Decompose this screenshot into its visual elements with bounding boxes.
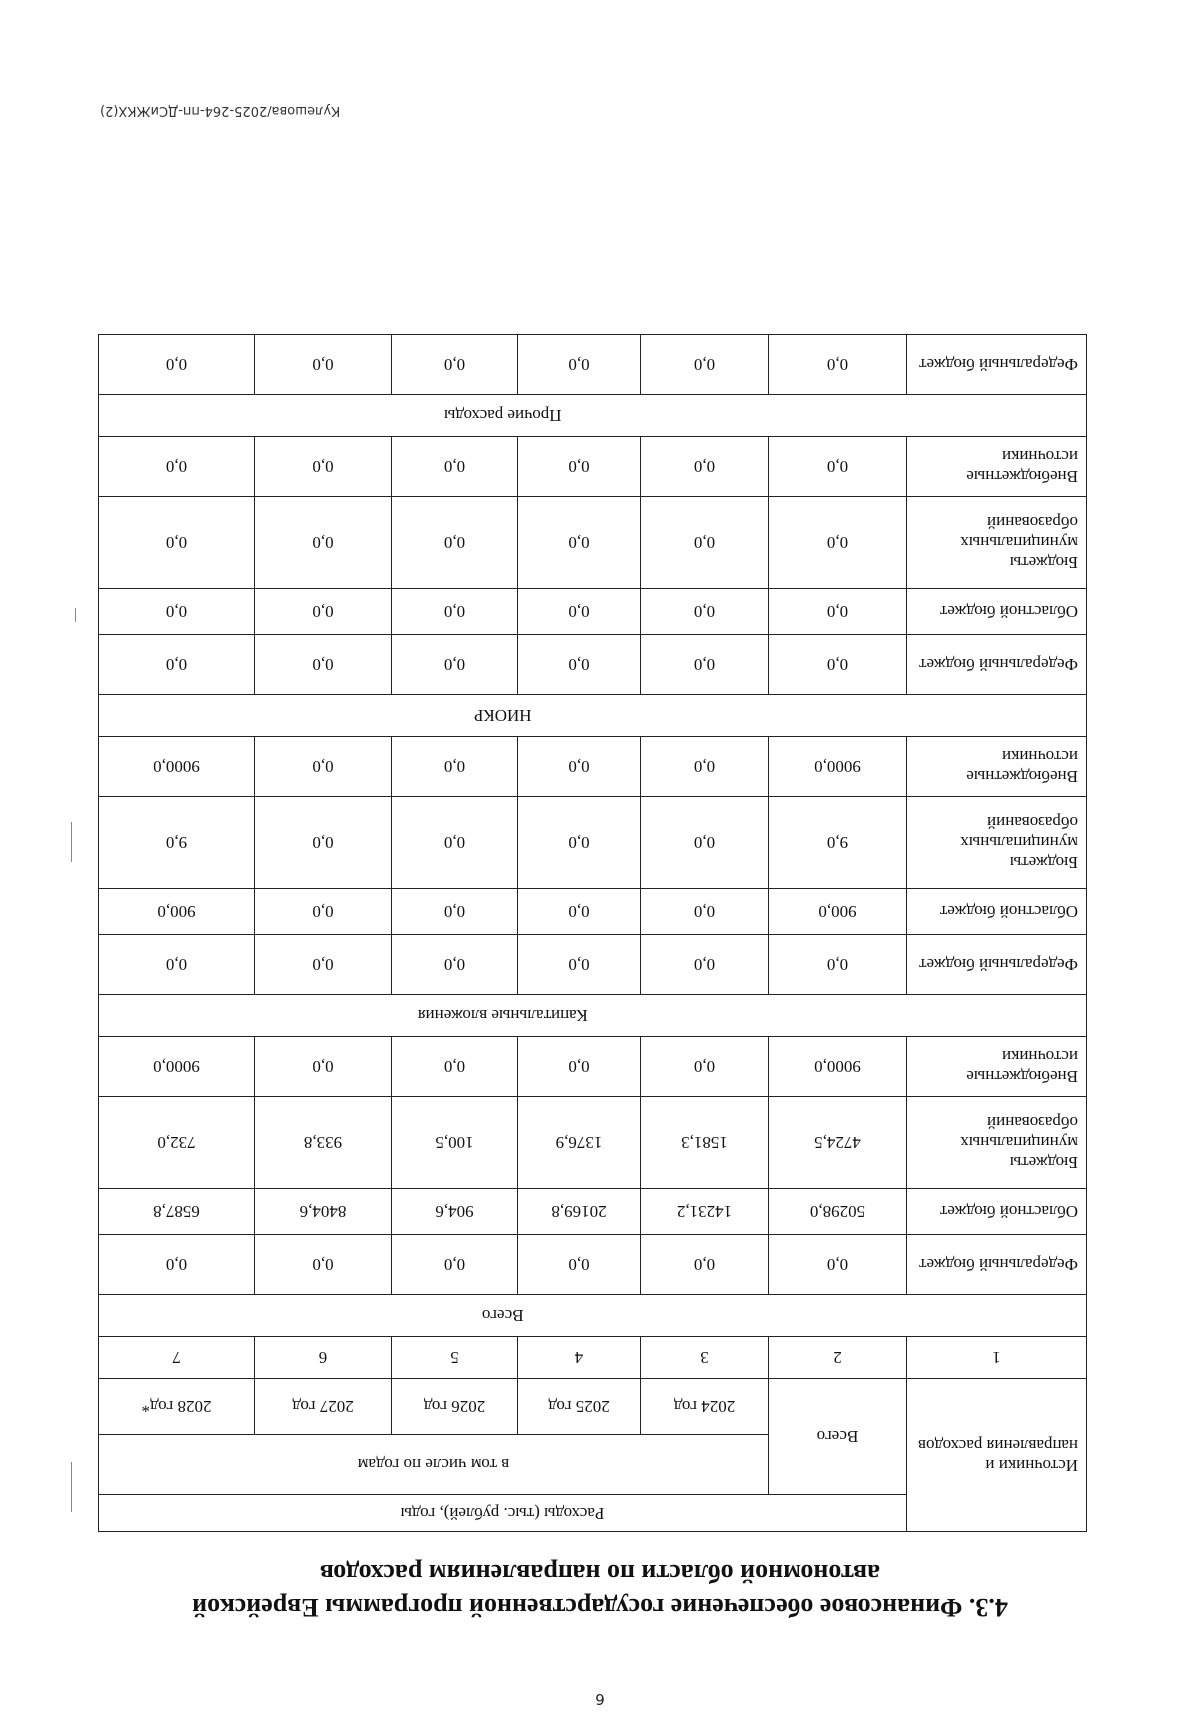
year-value-cell: 0,0 xyxy=(392,335,518,395)
section-title: НИОКР xyxy=(98,695,906,737)
year-value-cell: 0,0 xyxy=(392,497,518,589)
scan-artifact xyxy=(75,608,76,622)
row-label: Бюджеты муниципальных образований xyxy=(907,1097,1087,1189)
total-value-cell: 9000,0 xyxy=(769,737,907,797)
year-value-cell: 0,0 xyxy=(255,797,392,889)
year-value-cell: 0,0 xyxy=(255,935,392,995)
header-year: 2028 год* xyxy=(98,1379,254,1435)
year-value-cell: 6587,8 xyxy=(98,1189,254,1235)
table-row xyxy=(98,1235,1086,1295)
row-label: Бюджеты муниципальных образований xyxy=(907,497,1087,589)
year-value-cell: 0,0 xyxy=(392,889,518,935)
section-title: Всего xyxy=(98,1295,906,1337)
total-value-cell: 0,0 xyxy=(769,935,907,995)
year-value-cell: 0,0 xyxy=(641,935,769,995)
header-year: 2026 год xyxy=(392,1379,518,1435)
table-row xyxy=(98,1037,1086,1097)
year-value-cell: 0,0 xyxy=(518,889,641,935)
page-number: 6 xyxy=(595,1690,605,1708)
table-row xyxy=(98,437,1086,497)
year-value-cell: 0,0 xyxy=(641,797,769,889)
year-value-cell: 0,0 xyxy=(98,1235,254,1295)
year-value-cell: 0,0 xyxy=(518,797,641,889)
total-value-cell: 0,0 xyxy=(769,1235,907,1295)
year-value-cell: 0,0 xyxy=(255,1235,392,1295)
row-label: Федеральный бюджет xyxy=(907,635,1087,695)
row-label: Федеральный бюджет xyxy=(907,335,1087,395)
year-value-cell: 0,0 xyxy=(98,589,254,635)
year-value-cell: 0,0 xyxy=(98,635,254,695)
row-label: Федеральный бюджет xyxy=(907,935,1087,995)
year-value-cell: 0,0 xyxy=(98,935,254,995)
total-value-cell: 0,0 xyxy=(769,589,907,635)
table-row xyxy=(98,797,1086,889)
year-value-cell: 0,0 xyxy=(641,889,769,935)
header-expenses: Расходы (тыс. рублей), годы xyxy=(98,1495,906,1532)
year-value-cell: 0,0 xyxy=(641,737,769,797)
year-value-cell: 1376,9 xyxy=(518,1097,641,1189)
year-value-cell: 0,0 xyxy=(392,589,518,635)
year-value-cell: 0,0 xyxy=(255,437,392,497)
table-row xyxy=(98,1189,1086,1235)
section-label-spacer xyxy=(907,695,1087,737)
year-value-cell: 14231,2 xyxy=(641,1189,769,1235)
year-value-cell: 8404,6 xyxy=(255,1189,392,1235)
year-value-cell: 0,0 xyxy=(392,737,518,797)
year-value-cell: 0,0 xyxy=(518,1235,641,1295)
year-value-cell: 933,8 xyxy=(255,1097,392,1189)
row-label: Внебюджетные источники xyxy=(907,1037,1087,1097)
year-value-cell: 0,0 xyxy=(392,437,518,497)
year-value-cell: 0,0 xyxy=(255,497,392,589)
year-value-cell: 0,0 xyxy=(518,1037,641,1097)
section-title: Прочие расходы xyxy=(98,395,906,437)
year-value-cell: 0,0 xyxy=(255,335,392,395)
year-value-cell: 20169,8 xyxy=(518,1189,641,1235)
column-number: 7 xyxy=(98,1337,254,1379)
year-value-cell: 0,0 xyxy=(518,935,641,995)
column-number: 2 xyxy=(769,1337,907,1379)
total-value-cell: 9,0 xyxy=(769,797,907,889)
year-value-cell: 9000,0 xyxy=(98,1037,254,1097)
year-value-cell: 0,0 xyxy=(255,635,392,695)
year-value-cell: 0,0 xyxy=(641,497,769,589)
table-row xyxy=(98,335,1086,395)
year-value-cell: 0,0 xyxy=(255,589,392,635)
year-value-cell: 1581,3 xyxy=(641,1097,769,1189)
year-value-cell: 0,0 xyxy=(518,589,641,635)
year-value-cell: 0,0 xyxy=(518,737,641,797)
year-value-cell: 0,0 xyxy=(392,1235,518,1295)
column-number: 4 xyxy=(518,1337,641,1379)
header-year: 2027 год xyxy=(255,1379,392,1435)
year-value-cell: 0,0 xyxy=(641,335,769,395)
document-title: 4.3. Финансовое обеспечение государственной программы Еврейской автономной области по направлениям расходов xyxy=(192,1559,1008,1622)
header-year: 2025 год xyxy=(518,1379,641,1435)
section-label-spacer xyxy=(907,995,1087,1037)
year-value-cell: 904,6 xyxy=(392,1189,518,1235)
row-label: Областной бюджет xyxy=(907,589,1087,635)
year-value-cell: 0,0 xyxy=(641,635,769,695)
year-value-cell: 0,0 xyxy=(255,737,392,797)
total-value-cell: 0,0 xyxy=(769,335,907,395)
table-row xyxy=(98,935,1086,995)
year-value-cell: 0,0 xyxy=(641,437,769,497)
table-row xyxy=(98,497,1086,589)
section-label-spacer xyxy=(907,395,1087,437)
year-value-cell: 0,0 xyxy=(518,335,641,395)
table-row xyxy=(98,889,1086,935)
header-year: 2024 год xyxy=(641,1379,769,1435)
year-value-cell: 900,0 xyxy=(98,889,254,935)
year-value-cell: 0,0 xyxy=(255,889,392,935)
header-by-year: в том числе по годам xyxy=(98,1435,768,1495)
year-value-cell: 100,5 xyxy=(392,1097,518,1189)
year-value-cell: 0,0 xyxy=(98,335,254,395)
year-value-cell: 0,0 xyxy=(518,635,641,695)
year-value-cell: 0,0 xyxy=(641,1235,769,1295)
year-value-cell: 0,0 xyxy=(255,1037,392,1097)
column-number: 5 xyxy=(392,1337,518,1379)
total-value-cell: 0,0 xyxy=(769,635,907,695)
row-label: Областной бюджет xyxy=(907,1189,1087,1235)
table-row xyxy=(98,635,1086,695)
total-value-cell: 9000,0 xyxy=(769,1037,907,1097)
year-value-cell: 0,0 xyxy=(641,589,769,635)
row-label: Бюджеты муниципальных образований xyxy=(907,797,1087,889)
column-number: 3 xyxy=(641,1337,769,1379)
total-value-cell: 900,0 xyxy=(769,889,907,935)
year-value-cell: 0,0 xyxy=(392,635,518,695)
year-value-cell: 0,0 xyxy=(641,1037,769,1097)
column-number: 1 xyxy=(907,1337,1087,1379)
section-title: Капитальные вложения xyxy=(98,995,906,1037)
header-total: Всего xyxy=(769,1379,907,1495)
year-value-cell: 0,0 xyxy=(518,497,641,589)
total-value-cell: 0,0 xyxy=(769,437,907,497)
total-value-cell: 50298,0 xyxy=(769,1189,907,1235)
document-stamp: Кулешова/2025-264-пп-ДСиЖКХ(2) xyxy=(100,103,341,118)
year-value-cell: 9000,0 xyxy=(98,737,254,797)
year-value-cell: 0,0 xyxy=(392,797,518,889)
total-value-cell: 0,0 xyxy=(769,497,907,589)
year-value-cell: 0,0 xyxy=(392,1037,518,1097)
year-value-cell: 732,0 xyxy=(98,1097,254,1189)
year-value-cell: 0,0 xyxy=(518,437,641,497)
table-row xyxy=(98,589,1086,635)
column-number: 6 xyxy=(255,1337,392,1379)
section-label-spacer xyxy=(907,1295,1087,1337)
row-label: Областной бюджет xyxy=(907,889,1087,935)
year-value-cell: 9,0 xyxy=(98,797,254,889)
scan-artifact xyxy=(71,822,72,862)
year-value-cell: 0,0 xyxy=(98,497,254,589)
scan-artifact xyxy=(71,1462,72,1512)
table-row xyxy=(98,737,1086,797)
table-row xyxy=(98,1097,1086,1189)
total-value-cell: 4724,5 xyxy=(769,1097,907,1189)
financing-table xyxy=(98,334,1087,1532)
year-value-cell: 0,0 xyxy=(98,437,254,497)
row-label: Внебюджетные источники xyxy=(907,437,1087,497)
year-value-cell: 0,0 xyxy=(392,935,518,995)
header-sources: Источники и направления расходов xyxy=(907,1379,1087,1532)
row-label: Внебюджетные источники xyxy=(907,737,1087,797)
row-label: Федеральный бюджет xyxy=(907,1235,1087,1295)
